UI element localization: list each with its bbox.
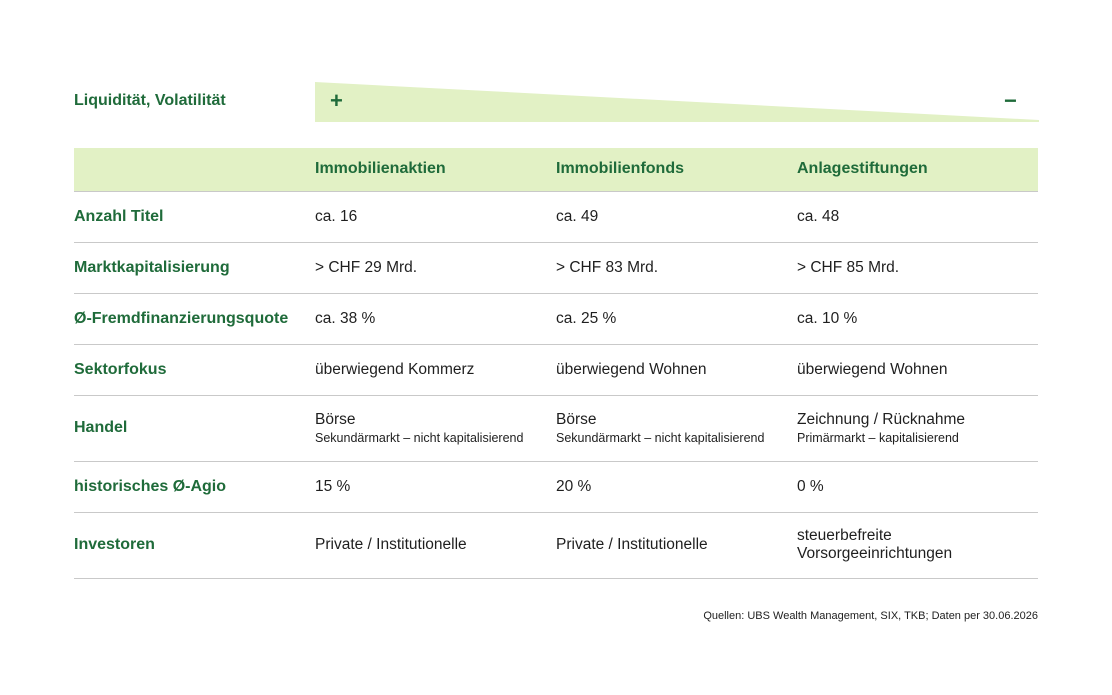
table-cell: ca. 10 % [797,293,1038,344]
row-label: Handel [74,395,315,461]
header-anlagestiftungen: Anlagestiftungen [797,148,1038,191]
table-cell: ca. 16 [315,191,556,242]
table-row [74,191,1038,242]
header-empty [74,148,315,191]
cell-main-text: steuerbefreite [797,527,892,544]
row-label: Sektorfokus [74,344,315,395]
cell-sub-text: Primärmarkt – kapitalisierend [797,431,959,445]
plus-icon: + [330,88,343,113]
comparison-table [74,148,1038,579]
liquidity-gradient-wedge [315,82,1039,122]
header-immobilienaktien: Immobilienaktien [315,148,556,191]
table-cell [556,395,797,461]
cell-main-text: Börse [556,411,597,428]
table-cell [315,395,556,461]
table-row [74,461,1038,512]
table-row [74,242,1038,293]
row-label: Marktkapitalisierung [74,242,315,293]
minus-icon: − [1004,88,1017,113]
header-immobilienfonds: Immobilienfonds [556,148,797,191]
cell-main-text-2: Vorsorgeeinrichtungen [797,545,953,562]
table-cell: ca. 48 [797,191,1038,242]
row-label: Investoren [74,512,315,578]
table-cell: 20 % [556,461,797,512]
table-cell [797,395,1038,461]
table-cell: Private / Institutionelle [556,512,797,578]
scale-label: Liquidität, Volatilität [74,92,226,109]
table-row [74,344,1038,395]
table-cell: ca. 38 % [315,293,556,344]
table-cell [797,512,1038,578]
table-cell: überwiegend Wohnen [797,344,1038,395]
table-row [74,293,1038,344]
row-label: Anzahl Titel [74,191,315,242]
table-cell: ca. 25 % [556,293,797,344]
table-cell: 0 % [797,461,1038,512]
table-cell: ca. 49 [556,191,797,242]
table-cell: > CHF 83 Mrd. [556,242,797,293]
row-label: historisches Ø-Agio [74,461,315,512]
table-header-row [74,148,1038,191]
table-cell: Private / Institutionelle [315,512,556,578]
table-cell: 15 % [315,461,556,512]
row-label: Ø-Fremdfinanzierungsquote [74,293,315,344]
table-row [74,512,1038,578]
table-cell: überwiegend Wohnen [556,344,797,395]
cell-sub-text: Sekundärmarkt – nicht kapitalisierend [315,431,524,445]
table-cell: > CHF 29 Mrd. [315,242,556,293]
source-note: Quellen: UBS Wealth Management, SIX, TKB; Daten per 30.06.2026 [703,610,1038,622]
cell-main-text: Börse [315,411,356,428]
cell-main-text: Zeichnung / Rücknahme [797,411,966,428]
table-cell: überwiegend Kommerz [315,344,556,395]
table-cell: > CHF 85 Mrd. [797,242,1038,293]
cell-sub-text: Sekundärmarkt – nicht kapitalisierend [556,431,765,445]
table-row [74,395,1038,461]
